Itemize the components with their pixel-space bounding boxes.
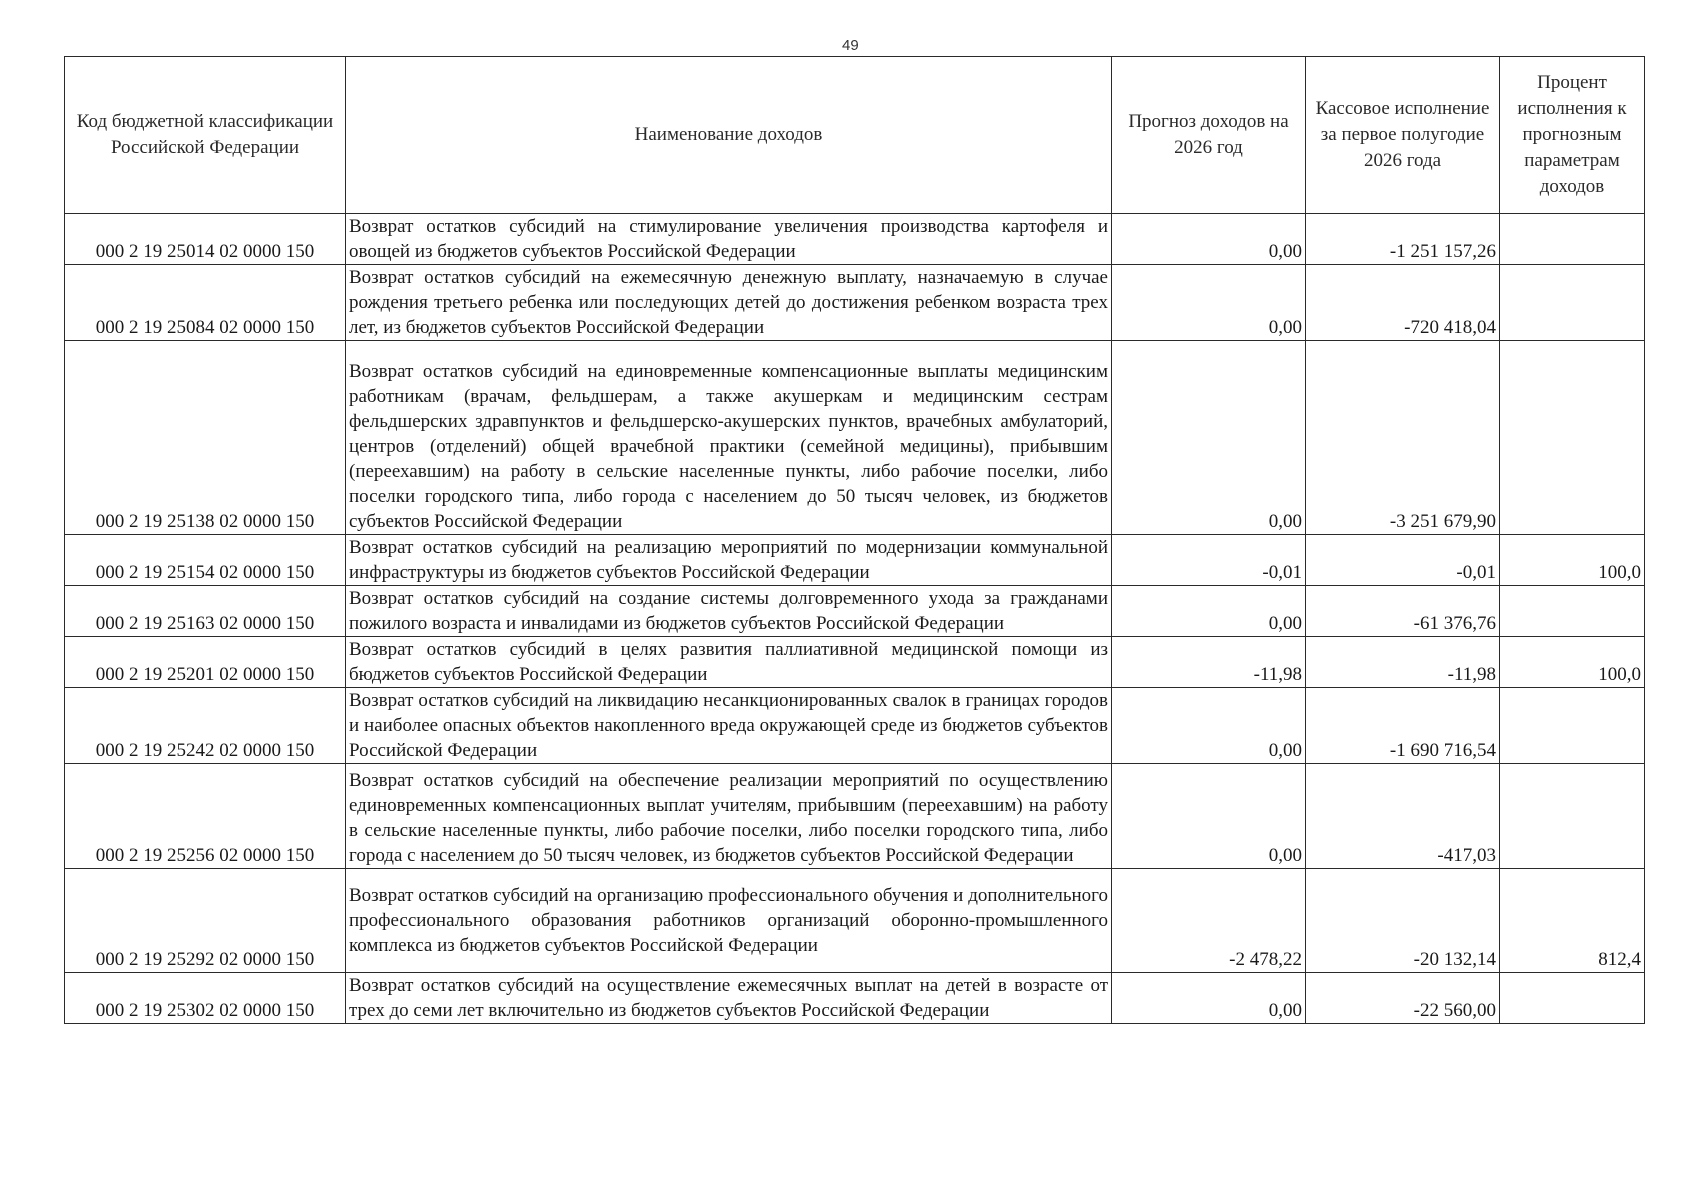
cell-actual: -1 690 716,54 — [1306, 688, 1500, 764]
cell-forecast: -2 478,22 — [1112, 869, 1306, 973]
cell-actual: -22 560,00 — [1306, 973, 1500, 1024]
cell-percent: 100,0 — [1500, 637, 1645, 688]
cell-forecast: 0,00 — [1112, 973, 1306, 1024]
cell-forecast: 0,00 — [1112, 586, 1306, 637]
cell-percent — [1500, 764, 1645, 869]
cell-actual: -720 418,04 — [1306, 265, 1500, 341]
cell-actual: -61 376,76 — [1306, 586, 1500, 637]
table-row — [65, 535, 1645, 586]
cell-percent — [1500, 586, 1645, 637]
cell-code: 000 2 19 25292 02 0000 150 — [65, 869, 346, 973]
cell-name: Возврат остатков субсидий на обеспечение реализации мероприятий по осуществлению единовременных компенсационных выплат учителям, прибывшим (переехавшим) на работу в сельские населенные пункты, либо рабочие поселки, либо поселки городского типа, либо города с населением до 50 тысяч человек, из бюджетов субъектов Российской Федерации — [346, 764, 1112, 869]
table-row — [65, 637, 1645, 688]
cell-percent — [1500, 688, 1645, 764]
cell-forecast: 0,00 — [1112, 764, 1306, 869]
header-actual: Кассовое исполнение за первое полугодие 2026 года — [1306, 57, 1500, 214]
cell-actual: -0,01 — [1306, 535, 1500, 586]
cell-name: Возврат остатков субсидий в целях развития паллиативной медицинской помощи из бюджетов субъектов Российской Федерации — [346, 637, 1112, 688]
cell-percent: 100,0 — [1500, 535, 1645, 586]
cell-percent: 812,4 — [1500, 869, 1645, 973]
cell-code: 000 2 19 25201 02 0000 150 — [65, 637, 346, 688]
cell-code: 000 2 19 25242 02 0000 150 — [65, 688, 346, 764]
table-row — [65, 764, 1645, 869]
cell-name: Возврат остатков субсидий на создание системы долговременного ухода за гражданами пожилого возраста и инвалидами из бюджетов субъектов Российской Федерации — [346, 586, 1112, 637]
cell-actual: -1 251 157,26 — [1306, 214, 1500, 265]
cell-name: Возврат остатков субсидий на организацию профессионального обучения и дополнительного профессионального образования работников организаций оборонно-промышленного комплекса из бюджетов субъектов Российской Федерации — [346, 869, 1112, 973]
cell-name: Возврат остатков субсидий на ликвидацию несанкционированных свалок в границах городов и наиболее опасных объектов накопленного вреда окружающей среде из бюджетов субъектов Российской Федерации — [346, 688, 1112, 764]
cell-forecast: -11,98 — [1112, 637, 1306, 688]
cell-name: Возврат остатков субсидий на реализацию мероприятий по модернизации коммунальной инфраструктуры из бюджетов субъектов Российской Федерации — [346, 535, 1112, 586]
table-row — [65, 869, 1645, 973]
table-row — [65, 586, 1645, 637]
cell-actual: -11,98 — [1306, 637, 1500, 688]
cell-forecast: 0,00 — [1112, 341, 1306, 535]
cell-name: Возврат остатков субсидий на единовременные компенсационные выплаты медицинским работникам (врачам, фельдшерам, а также акушеркам и медицинским сестрам фельдшерских здравпунктов и фельдшерско-акушерских пунктов, врачебных амбулаторий, центров (отделений) общей врачебной практики (семейной медицины), прибывшим (переехавшим) на работу в сельские населенные пункты, либо рабочие поселки, либо поселки городского типа, либо города с населением до 50 тысяч человек, из бюджетов субъектов Российской Федерации — [346, 341, 1112, 535]
cell-forecast: 0,00 — [1112, 214, 1306, 265]
table-row — [65, 688, 1645, 764]
table-row — [65, 214, 1645, 265]
cell-code: 000 2 19 25163 02 0000 150 — [65, 586, 346, 637]
cell-code: 000 2 19 25084 02 0000 150 — [65, 265, 346, 341]
cell-name: Возврат остатков субсидий на осуществление ежемесячных выплат на детей в возрасте от трех до семи лет включительно из бюджетов субъектов Российской Федерации — [346, 973, 1112, 1024]
cell-code: 000 2 19 25138 02 0000 150 — [65, 341, 346, 535]
table-row — [65, 341, 1645, 535]
cell-code: 000 2 19 25154 02 0000 150 — [65, 535, 346, 586]
table-row — [65, 973, 1645, 1024]
header-name: Наименование доходов — [346, 57, 1112, 214]
cell-actual: -417,03 — [1306, 764, 1500, 869]
table-row — [65, 265, 1645, 341]
cell-actual: -3 251 679,90 — [1306, 341, 1500, 535]
cell-name: Возврат остатков субсидий на стимулирование увеличения производства картофеля и овощей из бюджетов субъектов Российской Федерации — [346, 214, 1112, 265]
cell-code: 000 2 19 25302 02 0000 150 — [65, 973, 346, 1024]
table-header — [65, 57, 1645, 214]
cell-percent — [1500, 265, 1645, 341]
cell-actual: -20 132,14 — [1306, 869, 1500, 973]
header-percent: Процент исполнения к прогнозным параметрам доходов — [1500, 57, 1645, 214]
header-row — [65, 57, 1645, 214]
cell-forecast: 0,00 — [1112, 265, 1306, 341]
page-number: 49 — [842, 37, 859, 54]
income-table — [64, 56, 1645, 1024]
header-code: Код бюджетной классификации Российской Федерации — [65, 57, 346, 214]
cell-code: 000 2 19 25256 02 0000 150 — [65, 764, 346, 869]
table-body — [65, 214, 1645, 1024]
header-forecast: Прогноз доходов на 2026 год — [1112, 57, 1306, 214]
cell-name: Возврат остатков субсидий на ежемесячную денежную выплату, назначаемую в случае рождения третьего ребенка или последующих детей до достижения ребенком возраста трех лет, из бюджетов субъектов Российской Федерации — [346, 265, 1112, 341]
cell-percent — [1500, 214, 1645, 265]
cell-percent — [1500, 973, 1645, 1024]
cell-percent — [1500, 341, 1645, 535]
cell-forecast: 0,00 — [1112, 688, 1306, 764]
cell-forecast: -0,01 — [1112, 535, 1306, 586]
cell-code: 000 2 19 25014 02 0000 150 — [65, 214, 346, 265]
